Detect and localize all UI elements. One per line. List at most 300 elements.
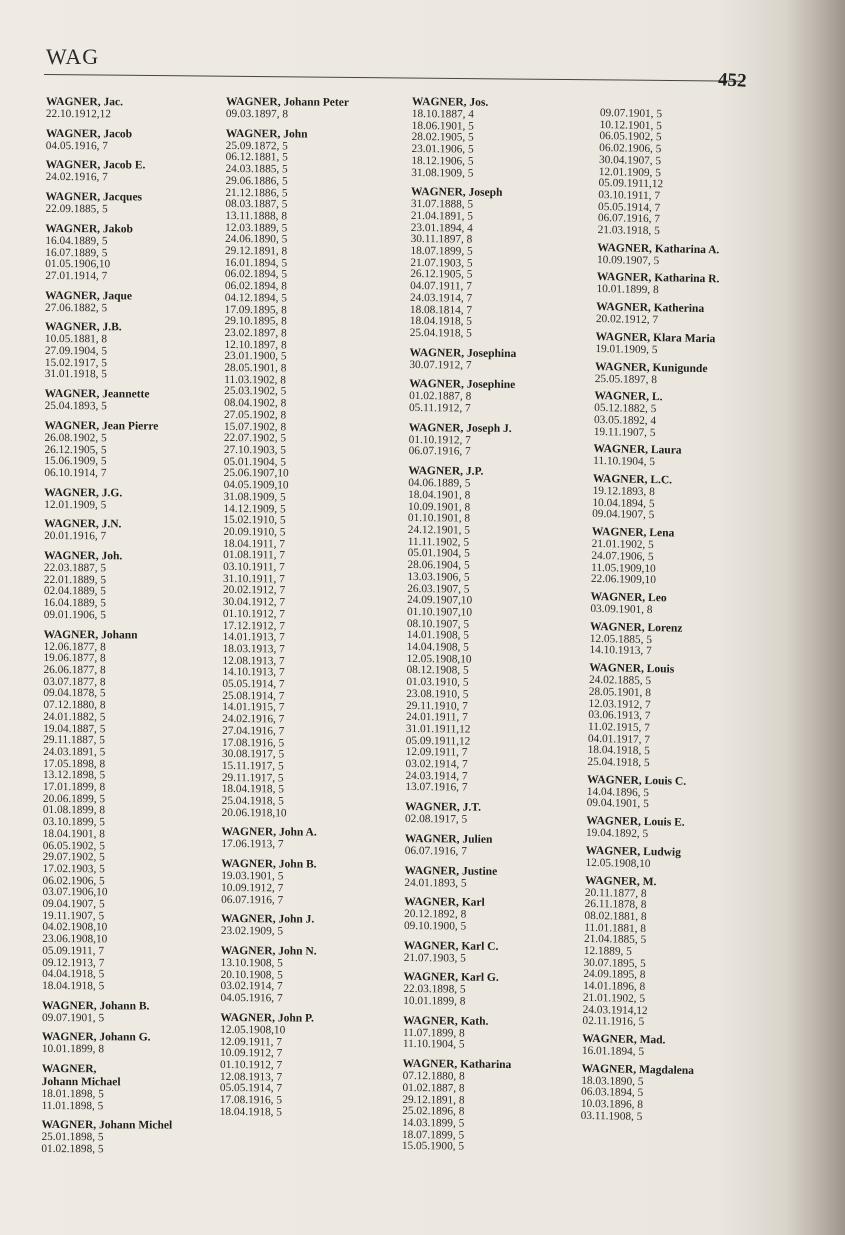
entry-date: 18.04.1918, 5	[587, 744, 650, 758]
entry-name: WAGNER, Laura	[593, 443, 682, 457]
index-entry	[221, 826, 401, 852]
entry-date: 23.01.1906, 5	[411, 143, 474, 156]
entry-date: 06.07.1916, 7	[597, 212, 661, 226]
index-entry	[587, 662, 769, 772]
entry-date: 24.12.1901, 5	[407, 523, 471, 537]
entry-date: 05.12.1882, 5	[594, 402, 657, 416]
entry-date: 25.09.1872, 5	[225, 139, 288, 153]
entry-date: 10.09.1901, 8	[408, 500, 471, 514]
entry-date: 30.08.1917, 5	[221, 748, 285, 761]
entry-date: 19.04.1887, 5	[43, 722, 106, 735]
index-entry	[595, 361, 775, 389]
entry-date: 09.04.1878, 5	[43, 687, 106, 700]
entry-name: WAGNER, Jac.	[45, 96, 123, 109]
entry-date: 14.01.1908, 5	[406, 629, 470, 642]
entry-date: 19.12.1893, 8	[592, 484, 655, 499]
entry-date: 01.10.1912, 7	[408, 433, 471, 447]
index-column-1	[41, 96, 226, 1164]
entry-date: 24.02.1916, 7	[45, 171, 108, 184]
entry-date: 01.10.1912, 7	[222, 607, 286, 621]
entry-date: 12.03.1912, 7	[588, 697, 651, 711]
entry-name: WAGNER, L.	[594, 390, 663, 404]
entry-date: 09.04.1907, 5	[592, 508, 655, 522]
entry-date: 29.11.1910, 7	[406, 699, 468, 713]
entry-date: 27.04.1916, 7	[222, 724, 285, 738]
entry-date: 01.02.1887, 8	[409, 390, 472, 403]
entry-date: 14.10.1913, 7	[222, 666, 285, 679]
entry-date: 19.04.1892, 5	[585, 826, 649, 841]
index-column-4	[580, 108, 780, 1131]
entry-name: WAGNER, Jean Pierre	[44, 419, 159, 433]
index-entry	[42, 1000, 222, 1025]
entry-date: 09.10.1900, 5	[403, 919, 467, 933]
index-entry	[409, 422, 589, 460]
entry-date: 01.05.1906,10	[45, 258, 111, 271]
index-entry	[595, 331, 775, 359]
entry-date: 17.08.1916, 5	[219, 1094, 283, 1107]
index-entry	[42, 1031, 222, 1056]
entry-name: WAGNER, Justine	[404, 864, 498, 878]
entry-date: 10.01.1899, 8	[596, 283, 659, 297]
entry-date: 14.04.1908, 5	[406, 640, 469, 654]
entry-date: 09.03.1897, 8	[225, 107, 289, 121]
entry-date: 24.03.1914, 7	[410, 291, 473, 305]
entry-date: 01.02.1887, 8	[402, 1081, 465, 1095]
entry-name: WAGNER, Mad.	[582, 1032, 666, 1047]
header-rule	[44, 74, 744, 82]
entry-date: 06.10.1914, 7	[44, 466, 107, 480]
index-entry	[587, 774, 768, 814]
index-entry	[593, 443, 773, 471]
entry-date: 30.11.1897, 8	[410, 233, 473, 246]
entry-date: 23.08.1910, 5	[406, 687, 469, 701]
entry-date: 29.12.1891, 8	[225, 245, 288, 258]
index-entry	[221, 913, 401, 939]
entry-name: WAGNER, Louis C.	[586, 773, 687, 788]
entry-name: WAGNER, Johann Michel	[41, 1119, 173, 1133]
entry-date: 13.12.1898, 5	[43, 769, 106, 782]
entry-date: 28.05.1901, 8	[588, 685, 652, 699]
index-entry	[589, 621, 770, 661]
entry-date: 21.07.1903, 5	[403, 951, 466, 965]
entry-date: 04.01.1917, 7	[587, 732, 651, 746]
entry-date: 10.09.1912, 7	[221, 881, 284, 895]
entry-name: WAGNER, M.	[585, 874, 657, 888]
entry-date: 15.06.1909, 5	[44, 455, 107, 468]
index-entry	[405, 833, 585, 859]
entry-date: 03.02.1914, 7	[220, 980, 283, 993]
entry-date: 05.09.1911,12	[405, 734, 471, 748]
entry-name: WAGNER, Louis E.	[586, 814, 685, 829]
entry-date: 05.05.1914, 7	[222, 678, 285, 691]
index-entry	[409, 347, 589, 373]
entry-name: WAGNER, Johann G.	[41, 1031, 151, 1044]
entry-date: 22.01.1889, 5	[43, 573, 107, 587]
entry-date: 11.07.1899, 8	[402, 1026, 465, 1040]
entry-date: 20.06.1918,10	[221, 806, 287, 820]
entry-date: 05.05.1914, 7	[219, 1082, 283, 1095]
page-number: 452	[717, 69, 748, 92]
entry-date: 25.01.1898, 5	[41, 1131, 104, 1144]
entry-date: 04.05.1916, 7	[220, 992, 283, 1005]
entry-date: 03.10.1911, 7	[223, 561, 285, 574]
index-entry	[596, 301, 776, 329]
entry-date: 27.06.1882, 5	[45, 301, 108, 314]
index-entry	[226, 96, 406, 122]
entry-date: 01.10.1912, 7	[220, 1058, 283, 1072]
entry-date: 25.04.1918, 5	[409, 326, 472, 340]
entry-date: 04.12.1894, 5	[224, 291, 287, 305]
entry-date: 21.03.1918, 5	[597, 224, 660, 238]
entry-date: 18.04.1918, 5	[219, 1105, 282, 1119]
entry-date: 24.03.1914, 7	[405, 769, 468, 783]
entry-date: 31.08.1909, 5	[411, 166, 474, 180]
entry-date: 18.03.1890, 5	[581, 1074, 644, 1088]
entry-date: 09.04.1907, 5	[42, 898, 105, 911]
entry-date: 08.02.1881, 8	[584, 909, 647, 923]
entry-date: 09.04.1901, 5	[586, 797, 649, 811]
entry-date: 10.01.1899, 8	[41, 1043, 105, 1056]
index-entry	[586, 815, 766, 843]
entry-date: 03.09.1901, 8	[590, 602, 653, 617]
index-column-2	[220, 96, 406, 1127]
entry-date: 11.03.1902, 8	[224, 373, 287, 387]
index-entry	[582, 874, 765, 1031]
index-entry	[44, 550, 224, 622]
entry-date: 16.07.1889, 5	[45, 246, 108, 259]
index-column-3	[402, 96, 592, 1162]
entry-date: 24.01.1893, 5	[404, 876, 467, 890]
entry-date: 30.07.1895, 5	[583, 956, 646, 970]
entry-date: 12.01.1909, 5	[44, 498, 107, 511]
entry-date: 06.03.1894, 5	[580, 1086, 644, 1100]
entry-date: 19.01.1909, 5	[595, 342, 658, 356]
entry-date: 15.05.1900, 5	[401, 1140, 465, 1153]
entry-date: 17.02.1903, 5	[42, 862, 105, 876]
entry-name: WAGNER, Jacob E.	[45, 159, 146, 172]
entry-date: 11.10.1904, 5	[593, 455, 656, 469]
entry-name: WAGNER, Joseph	[411, 186, 503, 200]
entry-date: 22.07.1902, 5	[223, 432, 287, 445]
entry-date: 21.12.1886, 5	[225, 186, 288, 199]
index-entry	[42, 1063, 222, 1113]
entry-date: 01.10.1901, 8	[407, 512, 471, 525]
entry-date: 06.02.1906, 5	[599, 142, 662, 156]
entry-date: 23.02.1909, 5	[220, 925, 284, 938]
entry-name: WAGNER, Joseph J.	[408, 421, 512, 435]
guide-word: WAG	[46, 44, 100, 69]
entry-date: 10.03.1896, 8	[580, 1097, 644, 1112]
entry-name: WAGNER, Katharina R.	[596, 271, 720, 286]
entry-date: 27.10.1903, 5	[223, 443, 287, 457]
entry-name: WAGNER, John N.	[220, 944, 317, 958]
entry-date: 12.08.1913, 7	[219, 1070, 283, 1083]
entry-date: 17.05.1898, 8	[43, 757, 106, 770]
entry-date: 25.05.1897, 8	[594, 372, 658, 386]
entry-date: 18.04.1918, 5	[221, 783, 284, 796]
entry-date: 31.08.1909, 5	[223, 490, 286, 504]
entry-name: WAGNER, Ludwig	[585, 844, 682, 859]
entry-date: 29.06.1886, 5	[225, 174, 288, 188]
entry-date: 06.12.1881, 5	[225, 151, 288, 164]
entry-date: 01.08.1899, 8	[42, 804, 106, 817]
entry-date: 27.05.1902, 8	[224, 408, 287, 422]
entry-date: 01.03.1910, 5	[406, 676, 469, 689]
entry-date: 19.11.1907, 5	[593, 425, 656, 439]
entry-date: 14.03.1899, 5	[402, 1116, 465, 1130]
entry-date: 16.01.1894, 5	[224, 256, 288, 270]
entry-date: 12.05.1908,10	[585, 856, 651, 870]
entry-date: 19.11.1907, 5	[42, 909, 105, 923]
entry-date: 12.05.1885, 5	[589, 632, 653, 646]
entry-date: 09.12.1913, 7	[42, 956, 105, 969]
entry-date: 03.05.1892, 4	[593, 413, 657, 428]
index-entry	[45, 321, 225, 382]
entry-date: 20.02.1912, 7	[595, 313, 659, 327]
index-entry	[411, 96, 592, 181]
entry-date: 31.07.1888, 5	[410, 198, 474, 211]
entry-date: 27.01.1914, 7	[45, 269, 108, 283]
entry-date: 18.07.1899, 5	[410, 245, 473, 258]
entry-date: 24.07.1906, 5	[591, 549, 654, 563]
entry-date: 03.11.1908, 5	[580, 1109, 643, 1123]
entry-date: 24.02.1916, 7	[222, 713, 285, 726]
entry-date: 05.01.1904, 5	[407, 547, 470, 560]
entry-date: 07.12.1880, 8	[402, 1070, 465, 1083]
index-entry	[46, 128, 226, 153]
index-entry	[46, 96, 226, 121]
entry-date: 22.06.1909,10	[590, 573, 657, 587]
entry-date: 14.01.1913, 7	[222, 631, 285, 644]
index-entry	[222, 128, 406, 821]
entry-date: 12.03.1889, 5	[225, 221, 288, 235]
index-entry	[405, 801, 585, 827]
entry-date: 24.02.1885, 5	[588, 673, 652, 688]
entry-date: 12.06.1877, 8	[43, 640, 106, 653]
entry-name: WAGNER, Lorenz	[589, 620, 683, 635]
entry-date: 24.01.1911, 7	[405, 711, 468, 724]
entry-date: 05.05.1914, 7	[597, 200, 661, 214]
entry-date: 14.01.1896, 8	[583, 979, 646, 994]
index-entry	[405, 465, 588, 796]
entry-date: 15.02.1917, 5	[44, 356, 108, 370]
entry-date: 24.03.1891, 5	[43, 745, 106, 759]
index-entry	[582, 1033, 762, 1061]
entry-name: WAGNER, John B.	[221, 858, 317, 871]
entry-name: WAGNER, John	[225, 127, 308, 141]
entry-date: 17.08.1916, 5	[222, 736, 285, 749]
entry-date: 03.10.1899, 5	[42, 816, 105, 829]
entry-date: 24.03.1885, 5	[225, 163, 288, 176]
entry-date: 18.04.1918, 5	[42, 979, 105, 993]
entry-name: WAGNER, Leo	[590, 590, 667, 605]
entry-date: 16.01.1894, 5	[581, 1044, 645, 1058]
index-entry	[42, 629, 224, 994]
entry-date: 11.11.1902, 5	[407, 535, 470, 549]
entry-date: 19.06.1877, 8	[43, 652, 106, 665]
index-entry	[45, 290, 225, 315]
entry-date: 25.04.1918, 5	[221, 795, 284, 808]
entry-date: 17.01.1899, 8	[42, 781, 106, 794]
entry-date: 01.02.1898, 5	[41, 1143, 104, 1156]
entry-date: 02.08.1917, 5	[405, 813, 468, 826]
entry-date: 17.06.1913, 7	[221, 838, 284, 851]
entry-name: WAGNER, Jos.	[411, 96, 489, 109]
index-entry	[404, 865, 584, 891]
entry-date: 20.06.1899, 5	[42, 792, 106, 805]
entry-date: 21.07.1903, 5	[410, 256, 473, 270]
entry-date: 18.01.1898, 5	[41, 1088, 104, 1101]
entry-date: 28.06.1904, 5	[407, 559, 470, 572]
entry-name: WAGNER, Julien	[404, 832, 493, 846]
entry-date: 09.07.1901, 5	[41, 1011, 105, 1024]
entry-date: 12.05.1908,10	[406, 652, 472, 666]
entry-date: 05.01.1904, 5	[223, 455, 286, 469]
entry-date: 03.02.1914, 7	[405, 758, 468, 771]
entry-date: 04.02.1908,10	[42, 921, 108, 934]
entry-name: WAGNER, Louis	[589, 661, 675, 676]
entry-date: 21.04.1885, 5	[583, 933, 647, 947]
entry-date: 13.11.1888, 8	[225, 209, 288, 223]
entry-date: 14.12.1909, 5	[223, 502, 286, 515]
entry-date: 29.11.1917, 5	[221, 771, 284, 785]
index-entry	[403, 971, 583, 1009]
entry-date: 18.08.1814, 7	[409, 303, 473, 317]
entry-date: 06.02.1894, 8	[224, 280, 288, 293]
index-entry	[45, 223, 225, 284]
entry-date: 25.04.1893, 5	[44, 400, 107, 413]
entry-date: 01.10.1907,10	[406, 605, 473, 619]
entry-date: 08.12.1908, 5	[406, 664, 469, 677]
entry-date: 24.09.1907,10	[407, 594, 473, 607]
entry-name: WAGNER, John J.	[220, 913, 315, 926]
entry-name: WAGNER, Jakob	[45, 222, 134, 236]
entry-date: 23.02.1897, 8	[224, 326, 287, 340]
index-entry	[41, 1119, 221, 1156]
entry-date: 11.02.1915, 7	[588, 720, 650, 734]
entry-date: 10.04.1894, 5	[592, 496, 655, 510]
entry-date: 25.06.1907,10	[223, 467, 289, 480]
entry-date: 29.11.1887, 5	[43, 734, 105, 747]
entry-name: WAGNER, Kath.	[403, 1014, 489, 1028]
entry-date: 09.07.1901, 5	[599, 107, 663, 121]
entry-date: 15.02.1910, 5	[223, 514, 286, 527]
entry-date: 21.01.1902, 5	[582, 991, 646, 1005]
index-entry	[594, 390, 775, 442]
entry-date: 22.10.1912,12	[45, 107, 111, 121]
entry-name: WAGNER, Kunigunde	[594, 360, 708, 375]
entry-date: 21.01.1902, 5	[591, 538, 654, 552]
entry-name: WAGNER, Lena	[591, 526, 675, 540]
index-entry	[44, 518, 224, 543]
entry-name: WAGNER, Katherina	[596, 301, 705, 316]
entry-date: 18.04.1901, 8	[42, 827, 105, 841]
entry-date: 04.04.1918, 5	[42, 968, 105, 981]
entry-date: 06.07.1916, 7	[404, 844, 467, 858]
entry-date: 14.10.1913, 7	[589, 644, 652, 658]
entry-date: 30.04.1912, 7	[222, 596, 286, 609]
entry-date: 11.01.1881, 8	[584, 921, 647, 935]
entry-name: WAGNER, Klara Maria	[595, 330, 716, 346]
entry-date: 22.03.1898, 5	[403, 983, 466, 996]
entry-date: 23.06.1908,10	[42, 933, 108, 946]
entry-date: 10.01.1899, 8	[403, 995, 466, 1008]
entry-date: 12.01.1909, 5	[598, 165, 662, 179]
entry-date: 08.04.1902, 8	[224, 397, 287, 410]
entry-date: 23.01.1900, 5	[224, 350, 287, 363]
entry-date: 03.07.1906,10	[42, 886, 108, 899]
entry-date: 11.10.1904, 5	[402, 1038, 465, 1052]
entry-date: 11.01.1898, 5	[41, 1099, 104, 1113]
entry-date: 18.07.1899, 5	[401, 1128, 465, 1142]
entry-date: 25.02.1896, 8	[402, 1105, 465, 1118]
entry-date: 16.04.1889, 5	[45, 234, 108, 248]
entry-name: WAGNER, Karl G.	[403, 971, 499, 985]
index-entry	[590, 591, 770, 619]
index-entry	[220, 945, 400, 1006]
index-entry	[592, 473, 773, 525]
entry-date: 31.10.1911, 7	[223, 572, 285, 586]
entry-name: WAGNER, J.B.	[44, 321, 122, 334]
entry-date: 02.04.1889, 5	[43, 585, 107, 598]
entry-date: 26.12.1905, 5	[410, 268, 473, 282]
entry-date: 08.10.1907, 5	[406, 617, 470, 631]
entry-name: WAGNER, Karl	[404, 896, 485, 910]
entry-date: 13.10.1908, 5	[220, 956, 283, 970]
entry-date: 12.08.1913, 7	[222, 654, 285, 668]
entry-name: WAGNER, Katharina	[402, 1058, 512, 1072]
entry-date: 30.04.1907, 5	[598, 153, 662, 167]
entry-date: 20.12.1892, 8	[404, 908, 467, 921]
entry-date: 06.05.1902, 5	[42, 839, 105, 852]
entry-date: 25.03.1902, 5	[224, 385, 287, 398]
entry-date: 10.12.1901, 5	[599, 118, 662, 132]
entry-name: WAGNER, Jaque	[45, 289, 133, 303]
entry-date: 11.05.1909,10	[591, 561, 656, 575]
entry-name: WAGNER, Jacques	[45, 191, 143, 204]
index-entry	[410, 186, 591, 341]
entry-name: WAGNER, J.G.	[44, 486, 123, 499]
entry-date: 10.09.1907, 5	[596, 253, 660, 267]
entry-name: WAGNER, John A.	[221, 826, 317, 840]
index-entry	[44, 420, 224, 481]
entry-date: 04.05.1909,10	[223, 479, 289, 492]
entry-date: 15.07.1902, 8	[223, 420, 287, 433]
entry-date: 25.04.1918, 5	[587, 755, 650, 770]
entry-date: 21.04.1891, 5	[410, 209, 474, 223]
entry-date: 17.12.1912, 7	[222, 619, 285, 632]
entry-date: 05.09.1911, 7	[42, 944, 105, 958]
entry-date: 23.01.1894, 4	[410, 221, 473, 235]
entry-date: 20.10.1908, 5	[220, 968, 283, 982]
entry-date: 04.07.1911, 7	[410, 280, 472, 293]
entry-date: 07.12.1880, 8	[43, 699, 106, 712]
entry-name: WAGNER, Josephine	[409, 378, 516, 392]
index-entry	[597, 242, 777, 270]
index-entry	[220, 1012, 401, 1120]
entry-date: 08.03.1887, 5	[225, 198, 288, 211]
index-entry	[46, 159, 226, 184]
entry-date: 30.07.1912, 7	[409, 358, 472, 372]
entry-name: WAGNER, Karl C.	[403, 939, 499, 953]
index-entry	[221, 858, 401, 907]
entry-date: 12.05.1908,10	[220, 1023, 286, 1037]
index-entry	[44, 487, 224, 512]
entry-date: 26.06.1877, 8	[43, 663, 106, 677]
index-entry	[585, 845, 765, 873]
entry-name: WAGNER,	[41, 1063, 97, 1076]
entry-date: 12.1889, 5	[583, 944, 632, 958]
